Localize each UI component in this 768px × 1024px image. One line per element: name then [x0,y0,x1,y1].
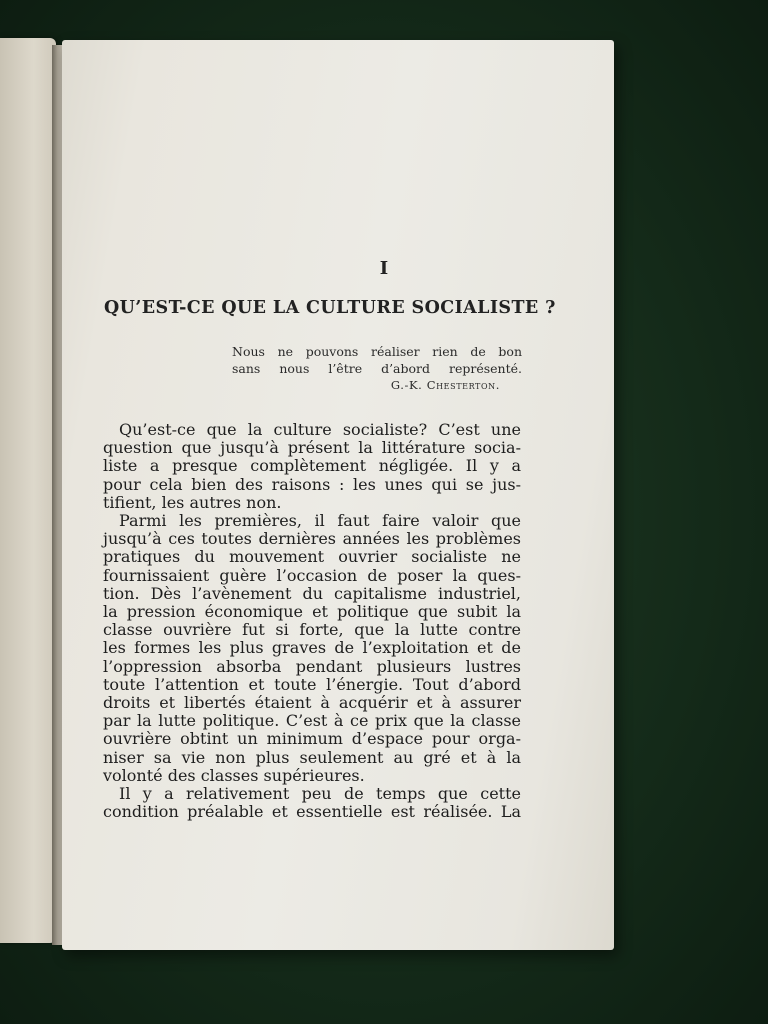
text-line: question que jusqu’à présent la littérature socia- [103,438,521,458]
text-line: volonté des classes supérieures. [103,765,365,785]
epigraph-line: Nous ne pouvons réaliser rien de bon [232,344,522,359]
text-line: Qu’est-ce que la culture socialiste? C’est une [119,420,521,439]
text-line: toute l’attention et toute l’énergie. Tout d’abord [103,674,521,694]
text-line: liste a presque complètement négligée. Il y a [103,456,521,476]
text-line: l’oppression absorba pendant plusieurs lustres [103,656,521,676]
epigraph-author: G.-K. Chesterton. [390,378,500,392]
chapter-title: QU’EST-CE QUE LA CULTURE SOCIALISTE ? [104,298,556,318]
text-line: pour cela bien des raisons : les unes qui se jus- [103,474,521,494]
text-line: Il y a relativement peu de temps que cette [119,784,521,804]
text-line: condition préalable et essentielle est réalisée. La [103,802,521,822]
epigraph [232,343,522,394]
text-line: fournissaient guère l’occasion de poser la ques- [103,565,521,585]
text-line: tion. Dès l’avènement du capitalisme industriel, [103,583,521,603]
text-line: tifient, les autres non. [103,492,282,512]
text-line: ouvrière obtint un minimum d’espace pour orga- [103,729,521,749]
body-text [103,421,521,821]
text-line: par la lutte politique. C’est à ce prix que la classe [103,711,521,731]
text-line: la pression économique et politique que subit la [103,602,521,622]
text-line: jusqu’à ces toutes dernières années les problèmes [103,529,521,549]
text-line: Parmi les premières, il faut faire valoir que [119,511,521,531]
text-line: niser sa vie non plus seulement au gré et à la [103,747,521,767]
text-line: classe ouvrière fut si forte, que la lutte contre [103,620,521,640]
text-line: droits et libertés étaient à acquérir et à assurer [103,693,521,713]
chapter-number: I [379,258,389,279]
text-line: les formes les plus graves de l’exploitation et de [103,638,521,658]
epigraph-line: sans nous l’être d’abord représenté. [232,361,522,376]
text-line: pratiques du mouvement ouvrier socialiste ne [103,547,521,567]
left-page-edge [0,38,56,943]
